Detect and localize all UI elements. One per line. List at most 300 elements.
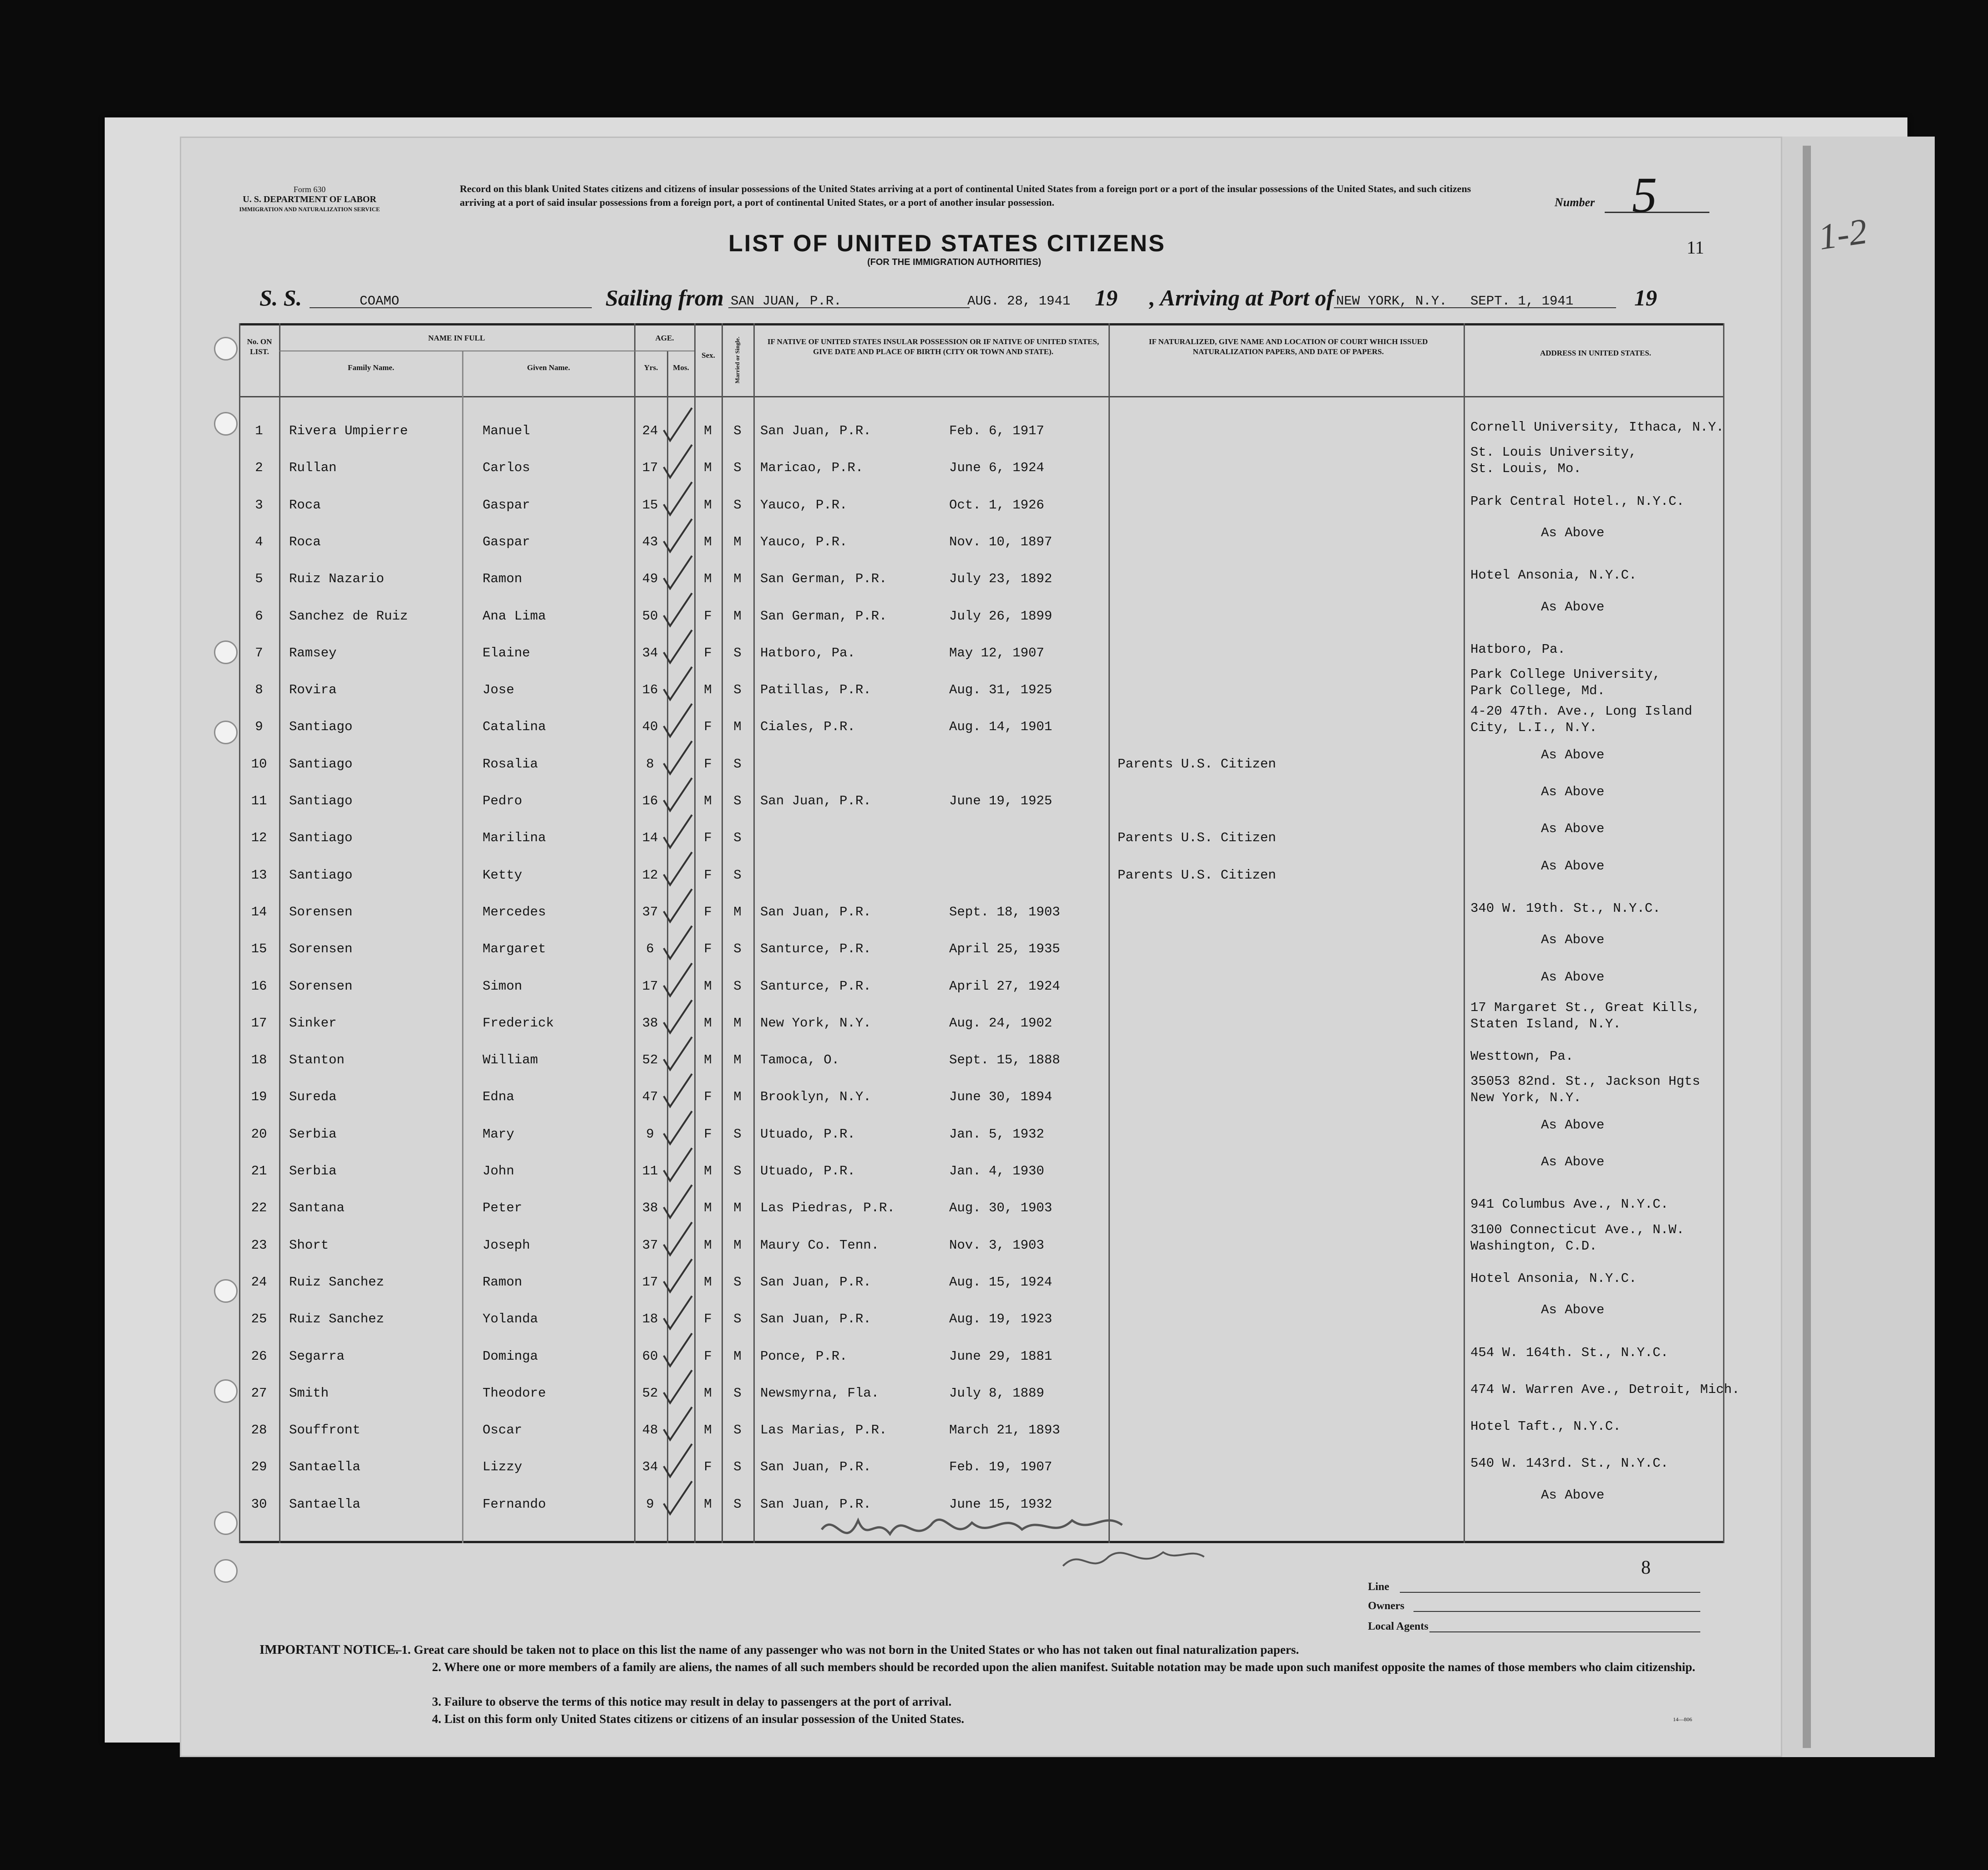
birth-place: Utuado, P.R. bbox=[760, 1164, 855, 1179]
header-given-name: Given Name. bbox=[527, 363, 570, 372]
birth-place: Las Marias, P.R. bbox=[760, 1423, 887, 1438]
arriving-date: SEPT. 1, 1941 bbox=[1470, 294, 1574, 309]
check-mark-icon bbox=[660, 701, 697, 742]
check-mark-icon bbox=[660, 553, 697, 594]
punch-hole bbox=[214, 1279, 238, 1303]
birth-date: May 12, 1907 bbox=[949, 645, 1044, 661]
row-number: 29 bbox=[251, 1459, 267, 1475]
given-name: Dominga bbox=[483, 1348, 538, 1364]
marital-status: S bbox=[733, 497, 742, 513]
birth-date: June 6, 1924 bbox=[949, 460, 1044, 476]
sailing-date: AUG. 28, 1941 bbox=[967, 294, 1071, 309]
naturalization: Parents U.S. Citizen bbox=[1118, 756, 1276, 772]
sex: M bbox=[704, 1496, 712, 1512]
age-years: 52 bbox=[642, 1052, 658, 1068]
birth-place: Santurce, P.R. bbox=[760, 978, 871, 994]
row-number: 6 bbox=[255, 608, 263, 624]
check-mark-icon bbox=[660, 405, 697, 446]
check-mark-icon bbox=[660, 516, 697, 557]
address-line-2: New York, N.Y. bbox=[1470, 1090, 1581, 1106]
birth-place: San Juan, P.R. bbox=[760, 793, 871, 808]
birth-date: July 26, 1899 bbox=[949, 608, 1052, 624]
sex: M bbox=[704, 978, 712, 994]
sex: F bbox=[704, 645, 712, 661]
given-name: Catalina bbox=[483, 719, 546, 735]
row-number: 30 bbox=[251, 1496, 267, 1512]
check-mark-icon bbox=[660, 1108, 697, 1149]
check-mark-icon bbox=[660, 1479, 697, 1519]
row-number: 20 bbox=[251, 1126, 267, 1142]
marital-status: S bbox=[733, 1311, 742, 1327]
given-name: Mercedes bbox=[483, 904, 546, 920]
sex: M bbox=[704, 1052, 712, 1068]
header-bottom-rule bbox=[239, 396, 1723, 397]
family-name: Santiago bbox=[289, 793, 353, 808]
sex: F bbox=[704, 1348, 712, 1364]
year-suffix-2: 19 bbox=[1634, 285, 1657, 310]
sex: M bbox=[704, 1237, 712, 1253]
family-name: Rullan bbox=[289, 460, 337, 476]
row-number: 17 bbox=[251, 1015, 267, 1031]
address-line-1: 340 W. 19th. St., N.Y.C. bbox=[1470, 900, 1661, 916]
birth-place: San Juan, P.R. bbox=[760, 1459, 871, 1475]
address-line-2: City, L.I., N.Y. bbox=[1470, 720, 1597, 736]
year-suffix-1: 19 bbox=[1095, 285, 1118, 310]
line-label: Line bbox=[1368, 1581, 1389, 1593]
birth-date: June 15, 1932 bbox=[949, 1496, 1052, 1512]
given-name: Elaine bbox=[483, 645, 530, 661]
department: U. S. DEPARTMENT OF LABOR bbox=[243, 194, 376, 204]
punch-hole bbox=[214, 721, 238, 744]
given-name: Peter bbox=[483, 1200, 523, 1216]
age-years: 18 bbox=[642, 1311, 658, 1327]
given-name: Joseph bbox=[483, 1237, 530, 1253]
marital-status: M bbox=[733, 1015, 742, 1031]
family-name: Sorensen bbox=[289, 978, 353, 994]
row-number: 16 bbox=[251, 978, 267, 994]
address-line-1: 3100 Connecticut Ave., N.W. bbox=[1470, 1222, 1684, 1237]
arriving-label: , Arriving at Port of bbox=[1149, 285, 1334, 310]
sex: M bbox=[704, 793, 712, 808]
line-underline bbox=[1400, 1592, 1700, 1593]
marital-status: S bbox=[733, 830, 742, 846]
corner-mark: 1-2 bbox=[1816, 211, 1870, 258]
age-years: 37 bbox=[642, 1237, 658, 1253]
address-line-2: Staten Island, N.Y. bbox=[1470, 1016, 1621, 1032]
marital-status: S bbox=[733, 756, 742, 772]
notice-label: IMPORTANT NOTICE. bbox=[259, 1642, 399, 1657]
punch-hole bbox=[214, 412, 238, 436]
notice-item-3: 3. Failure to observe the terms of this notice may result in delay to passengers at the port of arrival. bbox=[432, 1695, 952, 1708]
birth-place: Ciales, P.R. bbox=[760, 719, 855, 735]
age-years: 49 bbox=[642, 571, 658, 587]
family-name: Short bbox=[289, 1237, 329, 1253]
given-name: Ramon bbox=[483, 1274, 523, 1290]
birth-place: Utuado, P.R. bbox=[760, 1126, 855, 1142]
row-number: 15 bbox=[251, 941, 267, 957]
age-years: 48 bbox=[642, 1423, 658, 1438]
check-mark-icon bbox=[660, 775, 697, 816]
marital-status: M bbox=[733, 1348, 742, 1364]
header-naturalized: IF NATURALIZED, GIVE NAME AND LOCATION OF COURT WHICH ISSUED NATURALIZATION PAPERS, AND DATE OF PAPERS. bbox=[1149, 337, 1428, 356]
row-number: 26 bbox=[251, 1348, 267, 1364]
sex: F bbox=[704, 941, 712, 957]
marital-status: M bbox=[733, 534, 742, 549]
punch-hole bbox=[214, 1511, 238, 1535]
sex: F bbox=[704, 1089, 712, 1105]
sex: M bbox=[704, 1274, 712, 1290]
row-number: 13 bbox=[251, 867, 267, 883]
row-number: 11 bbox=[251, 793, 267, 808]
address-line-1: 4-20 47th. Ave., Long Island bbox=[1470, 704, 1693, 719]
punch-hole bbox=[214, 640, 238, 664]
given-name: John bbox=[483, 1164, 514, 1179]
check-mark-icon bbox=[660, 960, 697, 1001]
birth-date: March 21, 1893 bbox=[949, 1423, 1060, 1438]
address-line-1: As Above bbox=[1541, 969, 1605, 985]
sailing-label: Sailing from bbox=[605, 285, 724, 310]
page-subtitle: (FOR THE IMMIGRATION AUTHORITIES) bbox=[867, 257, 1042, 267]
sex: M bbox=[704, 1015, 712, 1031]
given-name: Fernando bbox=[483, 1496, 546, 1512]
row-number: 9 bbox=[255, 719, 263, 735]
family-name: Serbia bbox=[289, 1164, 337, 1179]
marital-status: M bbox=[733, 571, 742, 587]
address-line-2: Washington, C.D. bbox=[1470, 1238, 1597, 1254]
sex: F bbox=[704, 904, 712, 920]
age-years: 34 bbox=[642, 1459, 658, 1475]
header-married-single: Married or Single. bbox=[734, 336, 741, 384]
row-number: 28 bbox=[251, 1423, 267, 1438]
birth-date: June 29, 1881 bbox=[949, 1348, 1052, 1364]
birth-place: New York, N.Y. bbox=[760, 1015, 871, 1031]
given-name: Gaspar bbox=[483, 534, 530, 549]
row-number: 18 bbox=[251, 1052, 267, 1068]
row-number: 23 bbox=[251, 1237, 267, 1253]
check-mark-icon bbox=[660, 1034, 697, 1075]
check-mark-icon bbox=[660, 1367, 697, 1408]
check-mark-icon bbox=[660, 812, 697, 853]
check-mark-icon bbox=[660, 590, 697, 631]
birth-date: July 8, 1889 bbox=[949, 1385, 1044, 1401]
marital-status: S bbox=[733, 423, 742, 438]
address-line-1: Cornell University, Ithaca, N.Y. bbox=[1470, 420, 1724, 435]
birth-date: Aug. 30, 1903 bbox=[949, 1200, 1052, 1216]
age-years: 24 bbox=[642, 423, 658, 438]
marital-status: M bbox=[733, 608, 742, 624]
birth-place: Patillas, P.R. bbox=[760, 682, 871, 698]
birth-place: San Juan, P.R. bbox=[760, 423, 871, 438]
age-years: 17 bbox=[642, 460, 658, 476]
age-years: 47 bbox=[642, 1089, 658, 1105]
family-name: Sorensen bbox=[289, 904, 353, 920]
address-line-1: As Above bbox=[1541, 525, 1605, 540]
punch-hole bbox=[214, 337, 238, 361]
header-address: ADDRESS IN UNITED STATES. bbox=[1540, 349, 1652, 357]
row-number: 19 bbox=[251, 1089, 267, 1105]
birth-place: San Juan, P.R. bbox=[760, 1311, 871, 1327]
address-line-1: As Above bbox=[1541, 1154, 1605, 1169]
page-title: LIST OF UNITED STATES CITIZENS bbox=[728, 230, 1166, 257]
marital-status: M bbox=[733, 1200, 742, 1216]
address-line-1: St. Louis University, bbox=[1470, 445, 1637, 460]
age-years: 43 bbox=[642, 534, 658, 549]
sex: F bbox=[704, 719, 712, 735]
age-years: 60 bbox=[642, 1348, 658, 1364]
given-name: Jose bbox=[483, 682, 514, 698]
arriving-port: NEW YORK, N.Y. bbox=[1336, 294, 1447, 309]
given-name: Yolanda bbox=[483, 1311, 538, 1327]
col-rule bbox=[462, 351, 463, 1543]
owners-underline bbox=[1413, 1611, 1700, 1612]
given-name: Simon bbox=[483, 978, 523, 994]
family-name: Sureda bbox=[289, 1089, 337, 1105]
family-name: Ruiz Sanchez bbox=[289, 1274, 384, 1290]
marital-status: S bbox=[733, 1126, 742, 1142]
family-name: Santiago bbox=[289, 830, 353, 846]
marital-status: S bbox=[733, 645, 742, 661]
age-years: 9 bbox=[646, 1126, 654, 1142]
header-age: AGE. bbox=[655, 334, 674, 342]
sex: M bbox=[704, 682, 712, 698]
marital-status: S bbox=[733, 682, 742, 698]
given-name: Oscar bbox=[483, 1423, 523, 1438]
check-mark-icon bbox=[660, 627, 697, 668]
marital-status: S bbox=[733, 1274, 742, 1290]
form-header bbox=[234, 184, 385, 214]
family-name: Rivera Umpierre bbox=[289, 423, 408, 438]
birth-date: Feb. 19, 1907 bbox=[949, 1459, 1052, 1475]
signature bbox=[817, 1502, 1227, 1584]
header-birth: IF NATIVE OF UNITED STATES INSULAR POSSESSION OR IF NATIVE OF UNITED STATES, GIVE DATE AND PLACE OF BIRTH (CITY OR TOWN AND STATE). bbox=[767, 337, 1099, 356]
birth-place: San Juan, P.R. bbox=[760, 1274, 871, 1290]
given-name: Margaret bbox=[483, 941, 546, 957]
header-family-name: Family Name. bbox=[348, 363, 394, 372]
check-mark-icon bbox=[660, 849, 697, 890]
marital-status: M bbox=[733, 904, 742, 920]
sex: M bbox=[704, 1423, 712, 1438]
number-value: 5 bbox=[1632, 167, 1657, 223]
address-line-1: As Above bbox=[1541, 784, 1605, 799]
birth-date: Feb. 6, 1917 bbox=[949, 423, 1044, 438]
col-rule bbox=[1108, 323, 1110, 1543]
print-code: 14—806 bbox=[1673, 1716, 1692, 1723]
punch-hole bbox=[214, 1379, 238, 1403]
family-name: Sanchez de Ruiz bbox=[289, 608, 408, 624]
family-name: Ruiz Sanchez bbox=[289, 1311, 384, 1327]
marital-status: S bbox=[733, 1423, 742, 1438]
check-mark-icon bbox=[660, 1256, 697, 1297]
number-underline bbox=[1605, 212, 1709, 213]
check-mark-icon bbox=[660, 1182, 697, 1223]
sex: F bbox=[704, 867, 712, 883]
check-mark-icon bbox=[660, 997, 697, 1038]
row-number: 2 bbox=[255, 460, 263, 476]
check-mark-icon bbox=[660, 1293, 697, 1334]
given-name: William bbox=[483, 1052, 538, 1068]
age-years: 37 bbox=[642, 904, 658, 920]
birth-place: Ponce, P.R. bbox=[760, 1348, 848, 1364]
address-line-1: As Above bbox=[1541, 932, 1605, 948]
number-label: Number bbox=[1555, 196, 1595, 209]
header-name: NAME IN FULL bbox=[428, 334, 485, 342]
row-number: 8 bbox=[255, 682, 263, 698]
birth-place: San Juan, P.R. bbox=[760, 1496, 871, 1512]
owners-label: Owners bbox=[1368, 1600, 1404, 1612]
naturalization: Parents U.S. Citizen bbox=[1118, 830, 1276, 846]
row-number: 12 bbox=[251, 830, 267, 846]
row-number: 27 bbox=[251, 1385, 267, 1401]
check-mark-icon bbox=[660, 1071, 697, 1112]
marital-status: S bbox=[733, 978, 742, 994]
check-mark-icon bbox=[660, 1145, 697, 1186]
family-name: Santaella bbox=[289, 1459, 361, 1475]
given-name: Ana Lima bbox=[483, 608, 546, 624]
header-mos: Mos. bbox=[673, 363, 689, 372]
family-name: Ruiz Nazario bbox=[289, 571, 384, 587]
age-years: 12 bbox=[642, 867, 658, 883]
given-name: Manuel bbox=[483, 423, 530, 438]
col-rule bbox=[753, 323, 755, 1543]
row-number: 14 bbox=[251, 904, 267, 920]
birth-place: Yauco, P.R. bbox=[760, 534, 848, 549]
form-number: Form 630 bbox=[293, 185, 326, 194]
given-name: Ketty bbox=[483, 867, 523, 883]
birth-date: July 23, 1892 bbox=[949, 571, 1052, 587]
address-line-1: As Above bbox=[1541, 747, 1605, 762]
family-name: Sorensen bbox=[289, 941, 353, 957]
birth-date: Nov. 10, 1897 bbox=[949, 534, 1052, 549]
address-line-1: Hotel Ansonia, N.Y.C. bbox=[1470, 1270, 1637, 1286]
sex: M bbox=[704, 571, 712, 587]
ss-underline bbox=[310, 307, 592, 308]
birth-date: Oct. 1, 1926 bbox=[949, 497, 1044, 513]
check-mark-icon bbox=[660, 442, 697, 483]
address-line-1: Westtown, Pa. bbox=[1470, 1049, 1574, 1064]
row-number: 5 bbox=[255, 571, 263, 587]
address-line-1: Hatboro, Pa. bbox=[1470, 641, 1566, 657]
header-sex: Sex. bbox=[702, 351, 715, 360]
sex: F bbox=[704, 1311, 712, 1327]
address-line-1: As Above bbox=[1541, 1487, 1605, 1503]
birth-place: Santurce, P.R. bbox=[760, 941, 871, 957]
ss-label: S. S. bbox=[259, 285, 302, 310]
row-number: 24 bbox=[251, 1274, 267, 1290]
row-number: 25 bbox=[251, 1311, 267, 1327]
birth-date: Aug. 14, 1901 bbox=[949, 719, 1052, 735]
sex: F bbox=[704, 1126, 712, 1142]
marital-status: M bbox=[733, 1089, 742, 1105]
address-line-1: As Above bbox=[1541, 1302, 1605, 1318]
age-years: 52 bbox=[642, 1385, 658, 1401]
marital-status: S bbox=[733, 793, 742, 808]
marital-status: S bbox=[733, 1385, 742, 1401]
address-line-1: 941 Columbus Ave., N.Y.C. bbox=[1470, 1197, 1669, 1212]
sex: F bbox=[704, 608, 712, 624]
marital-status: M bbox=[733, 719, 742, 735]
header-yrs: Yrs. bbox=[644, 363, 658, 372]
age-years: 14 bbox=[642, 830, 658, 846]
row-number: 21 bbox=[251, 1164, 267, 1179]
given-name: Lizzy bbox=[483, 1459, 523, 1475]
row-number: 3 bbox=[255, 497, 263, 513]
check-mark-icon bbox=[660, 886, 697, 927]
birth-place: Tamoca, O. bbox=[760, 1052, 840, 1068]
birth-place: Brooklyn, N.Y. bbox=[760, 1089, 871, 1105]
family-name: Roca bbox=[289, 497, 321, 513]
given-name: Carlos bbox=[483, 460, 530, 476]
row-number: 1 bbox=[255, 423, 263, 438]
birth-place: Maricao, P.R. bbox=[760, 460, 864, 476]
service: IMMIGRATION AND NATURALIZATION SERVICE bbox=[239, 206, 380, 213]
birth-place: San German, P.R. bbox=[760, 571, 887, 587]
sailing-from: SAN JUAN, P.R. bbox=[731, 294, 842, 309]
address-line-1: 17 Margaret St., Great Kills, bbox=[1470, 1000, 1700, 1015]
sex: M bbox=[704, 1164, 712, 1179]
notice-item-1: —1. Great care should be taken not to place on this list the name of any passenger who was not born in the United States or who has not taken out final naturalization papers. bbox=[389, 1643, 1299, 1657]
col-rule bbox=[279, 323, 280, 1543]
marital-status: M bbox=[733, 1237, 742, 1253]
birth-date: Aug. 19, 1923 bbox=[949, 1311, 1052, 1327]
row-number: 22 bbox=[251, 1200, 267, 1216]
agents-underline bbox=[1429, 1631, 1700, 1632]
birth-place: Yauco, P.R. bbox=[760, 497, 848, 513]
birth-date: Aug. 31, 1925 bbox=[949, 682, 1052, 698]
age-years: 34 bbox=[642, 645, 658, 661]
age-years: 6 bbox=[646, 941, 654, 957]
given-name: Marilina bbox=[483, 830, 546, 846]
given-name: Rosalia bbox=[483, 756, 538, 772]
given-name: Gaspar bbox=[483, 497, 530, 513]
birth-date: April 27, 1924 bbox=[949, 978, 1060, 994]
given-name: Pedro bbox=[483, 793, 523, 808]
marital-status: S bbox=[733, 460, 742, 476]
agents-label: Local Agents bbox=[1368, 1621, 1429, 1632]
naturalization: Parents U.S. Citizen bbox=[1118, 867, 1276, 883]
marital-status: S bbox=[733, 1164, 742, 1179]
address-line-1: 474 W. Warren Ave., Detroit, Mich. bbox=[1470, 1382, 1740, 1397]
birth-date: Aug. 24, 1902 bbox=[949, 1015, 1052, 1031]
age-years: 8 bbox=[646, 756, 654, 772]
sex: M bbox=[704, 460, 712, 476]
family-name: Souffront bbox=[289, 1423, 361, 1438]
birth-date: April 25, 1935 bbox=[949, 941, 1060, 957]
check-mark-icon bbox=[660, 479, 697, 520]
family-name: Ramsey bbox=[289, 645, 337, 661]
birth-place: San Juan, P.R. bbox=[760, 904, 871, 920]
check-mark-icon bbox=[660, 1331, 697, 1372]
given-name: Edna bbox=[483, 1089, 514, 1105]
birth-place: Hatboro, Pa. bbox=[760, 645, 855, 661]
family-name: Sinker bbox=[289, 1015, 337, 1031]
notice-item-4: 4. List on this form only United States citizens or citizens of an insular possession of the United States. bbox=[432, 1712, 965, 1726]
birth-date: Jan. 4, 1930 bbox=[949, 1164, 1044, 1179]
address-line-1: 540 W. 143rd. St., N.Y.C. bbox=[1470, 1456, 1669, 1471]
birth-date: Aug. 15, 1924 bbox=[949, 1274, 1052, 1290]
sex: F bbox=[704, 756, 712, 772]
age-years: 17 bbox=[642, 978, 658, 994]
check-mark-icon bbox=[660, 923, 697, 964]
birth-date: Nov. 3, 1903 bbox=[949, 1237, 1044, 1253]
marital-status: S bbox=[733, 867, 742, 883]
address-line-1: Park Central Hotel., N.Y.C. bbox=[1470, 493, 1684, 509]
birth-place: San German, P.R. bbox=[760, 608, 887, 624]
header-no: No. ON LIST. bbox=[247, 337, 272, 356]
family-name: Stanton bbox=[289, 1052, 345, 1068]
birth-place: Las Piedras, P.R. bbox=[760, 1200, 895, 1216]
given-name: Theodore bbox=[483, 1385, 546, 1401]
marital-status: S bbox=[733, 1459, 742, 1475]
